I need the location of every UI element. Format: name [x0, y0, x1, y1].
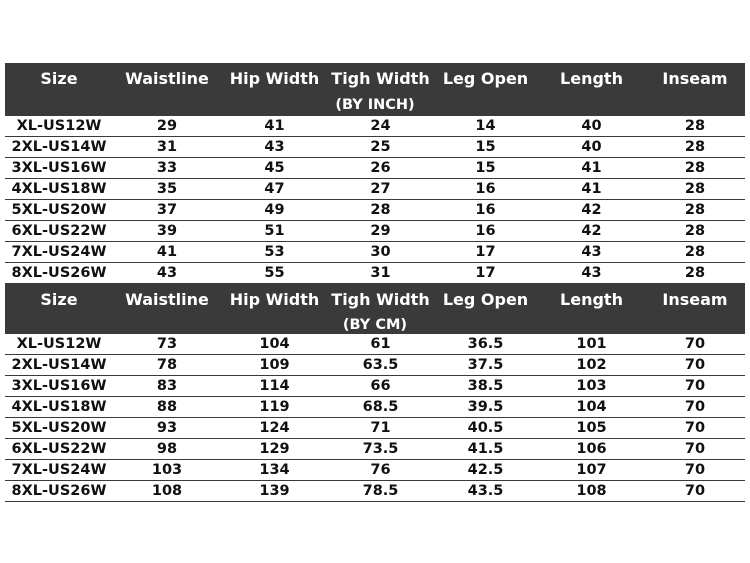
column-header-hip-width: Hip Width — [229, 69, 320, 88]
table-row — [5, 242, 745, 263]
inseam-cell: 28 — [684, 138, 706, 155]
leg-open-cell: 14 — [475, 117, 496, 134]
length-cell: 103 — [576, 377, 607, 394]
length-cell: 42 — [581, 201, 602, 218]
size-cell: 3XL-US16W — [11, 377, 107, 394]
waistline-cell: 73 — [156, 335, 178, 352]
hip-width-cell: 134 — [259, 461, 290, 478]
hip-width-cell: 43 — [264, 138, 285, 155]
table-row — [5, 221, 745, 242]
hip-width-cell: 124 — [259, 419, 290, 436]
inseam-cell: 70 — [684, 440, 706, 457]
leg-open-cell: 37.5 — [467, 356, 504, 373]
size-table-cm — [5, 284, 745, 502]
waistline-cell: 98 — [156, 440, 178, 457]
size-cell: XL-US12W — [16, 335, 102, 352]
waistline-cell: 41 — [156, 243, 178, 260]
tigh-width-cell: 76 — [370, 461, 391, 478]
column-header-size: Size — [40, 290, 78, 309]
size-cell: 6XL-US22W — [11, 440, 107, 457]
table-row — [5, 137, 745, 158]
length-cell: 107 — [576, 461, 607, 478]
leg-open-cell: 39.5 — [467, 398, 504, 415]
leg-open-cell: 17 — [475, 243, 496, 260]
tigh-width-cell: 31 — [370, 264, 391, 281]
size-cell: 4XL-US18W — [11, 180, 107, 197]
leg-open-cell: 41.5 — [467, 440, 504, 457]
column-header-hip-width: Hip Width — [229, 290, 320, 309]
tigh-width-cell: 25 — [370, 138, 391, 155]
column-header-inseam: Inseam — [662, 69, 728, 88]
inseam-cell: 70 — [684, 461, 706, 478]
hip-width-cell: 104 — [259, 335, 290, 352]
tigh-width-cell: 27 — [370, 180, 391, 197]
tigh-width-cell: 78.5 — [362, 482, 399, 499]
length-cell: 40 — [581, 138, 602, 155]
inseam-cell: 70 — [684, 377, 706, 394]
length-cell: 42 — [581, 222, 602, 239]
length-cell: 104 — [576, 398, 607, 415]
table-row — [5, 179, 745, 200]
size-cell: 8XL-US26W — [11, 482, 107, 499]
hip-width-cell: 53 — [264, 243, 285, 260]
inseam-cell: 70 — [684, 356, 706, 373]
waistline-cell: 31 — [156, 138, 178, 155]
tigh-width-cell: 61 — [370, 335, 391, 352]
size-cell: 7XL-US24W — [11, 243, 107, 260]
length-cell: 40 — [581, 117, 602, 134]
length-cell: 102 — [576, 356, 607, 373]
hip-width-cell: 51 — [264, 222, 285, 239]
leg-open-cell: 15 — [475, 159, 496, 176]
length-cell: 41 — [581, 180, 602, 197]
waistline-cell: 35 — [156, 180, 178, 197]
waistline-cell: 33 — [156, 159, 178, 176]
inseam-cell: 70 — [684, 335, 706, 352]
hip-width-cell: 119 — [259, 398, 290, 415]
tigh-width-cell: 26 — [370, 159, 391, 176]
tigh-width-cell: 63.5 — [362, 356, 399, 373]
inseam-cell: 28 — [684, 117, 706, 134]
table-row — [5, 158, 745, 179]
waistline-cell: 108 — [151, 482, 183, 499]
hip-width-cell: 49 — [264, 201, 285, 218]
leg-open-cell: 17 — [475, 264, 496, 281]
waistline-cell: 78 — [156, 356, 178, 373]
column-header-inseam: Inseam — [662, 290, 728, 309]
leg-open-cell: 38.5 — [467, 377, 504, 394]
table-header — [5, 284, 745, 334]
hip-width-cell: 47 — [264, 180, 285, 197]
tigh-width-cell: 66 — [370, 377, 391, 394]
header-row — [5, 63, 745, 95]
tigh-width-cell: 24 — [370, 117, 391, 134]
column-header-waistline: Waistline — [125, 290, 209, 309]
waistline-cell: 103 — [151, 461, 183, 478]
inseam-cell: 28 — [684, 201, 706, 218]
unit-label: (BY CM) — [342, 317, 408, 333]
column-header-waistline: Waistline — [125, 69, 209, 88]
hip-width-cell: 55 — [264, 264, 285, 281]
tigh-width-cell: 28 — [370, 201, 391, 218]
leg-open-cell: 16 — [475, 201, 496, 218]
unit-label: (BY INCH) — [335, 97, 415, 113]
table-body — [5, 334, 745, 502]
table-header — [5, 63, 745, 116]
column-header-length: Length — [560, 290, 623, 309]
waistline-cell: 43 — [156, 264, 178, 281]
table-row — [5, 334, 745, 355]
length-cell: 101 — [576, 335, 607, 352]
size-cell: XL-US12W — [16, 117, 102, 134]
tigh-width-cell: 30 — [370, 243, 391, 260]
hip-width-cell: 45 — [264, 159, 285, 176]
tigh-width-cell: 68.5 — [362, 398, 399, 415]
size-cell: 3XL-US16W — [11, 159, 107, 176]
length-cell: 43 — [581, 243, 602, 260]
leg-open-cell: 43.5 — [467, 482, 504, 499]
waistline-cell: 93 — [156, 419, 178, 436]
waistline-cell: 88 — [156, 398, 178, 415]
table-row — [5, 418, 745, 439]
size-cell: 2XL-US14W — [11, 138, 107, 155]
length-cell: 43 — [581, 264, 602, 281]
inseam-cell: 70 — [684, 482, 706, 499]
leg-open-cell: 16 — [475, 180, 496, 197]
tigh-width-cell: 29 — [370, 222, 391, 239]
waistline-cell: 39 — [156, 222, 178, 239]
column-header-tigh-width: Tigh Width — [331, 290, 430, 309]
table-row — [5, 460, 745, 481]
size-cell: 7XL-US24W — [11, 461, 107, 478]
size-cell: 2XL-US14W — [11, 356, 107, 373]
table-row — [5, 481, 745, 502]
inseam-cell: 28 — [684, 264, 706, 281]
table-row — [5, 200, 745, 221]
length-cell: 108 — [576, 482, 607, 499]
inseam-cell: 28 — [684, 243, 706, 260]
leg-open-cell: 42.5 — [467, 461, 504, 478]
hip-width-cell: 114 — [259, 377, 290, 394]
size-cell: 4XL-US18W — [11, 398, 107, 415]
size-cell: 8XL-US26W — [11, 264, 107, 281]
leg-open-cell: 16 — [475, 222, 496, 239]
table-row — [5, 439, 745, 460]
table-row — [5, 355, 745, 376]
column-header-leg-open: Leg Open — [442, 69, 529, 88]
inseam-cell: 28 — [684, 222, 706, 239]
column-header-tigh-width: Tigh Width — [331, 69, 430, 88]
leg-open-cell: 36.5 — [467, 335, 504, 352]
inseam-cell: 70 — [684, 419, 706, 436]
hip-width-cell: 139 — [259, 482, 290, 499]
leg-open-cell: 15 — [475, 138, 496, 155]
table-row — [5, 116, 745, 137]
waistline-cell: 83 — [156, 377, 178, 394]
waistline-cell: 29 — [156, 117, 178, 134]
tigh-width-cell: 73.5 — [362, 440, 399, 457]
column-header-length: Length — [560, 69, 623, 88]
table-row — [5, 397, 745, 418]
length-cell: 105 — [576, 419, 607, 436]
size-cell: 5XL-US20W — [11, 201, 107, 218]
column-header-leg-open: Leg Open — [442, 290, 529, 309]
tigh-width-cell: 71 — [370, 419, 391, 436]
header-row — [5, 284, 745, 316]
length-cell: 106 — [576, 440, 607, 457]
inseam-cell: 28 — [684, 159, 706, 176]
inseam-cell: 28 — [684, 180, 706, 197]
hip-width-cell: 129 — [259, 440, 290, 457]
length-cell: 41 — [581, 159, 602, 176]
column-header-size: Size — [40, 69, 78, 88]
hip-width-cell: 41 — [264, 117, 285, 134]
size-chart — [5, 63, 745, 502]
table-body — [5, 116, 745, 284]
hip-width-cell: 109 — [259, 356, 290, 373]
table-row — [5, 376, 745, 397]
table-row — [5, 263, 745, 284]
leg-open-cell: 40.5 — [467, 419, 504, 436]
size-cell: 5XL-US20W — [11, 419, 107, 436]
size-cell: 6XL-US22W — [11, 222, 107, 239]
waistline-cell: 37 — [156, 201, 178, 218]
size-table-inch — [5, 63, 745, 284]
inseam-cell: 70 — [684, 398, 706, 415]
